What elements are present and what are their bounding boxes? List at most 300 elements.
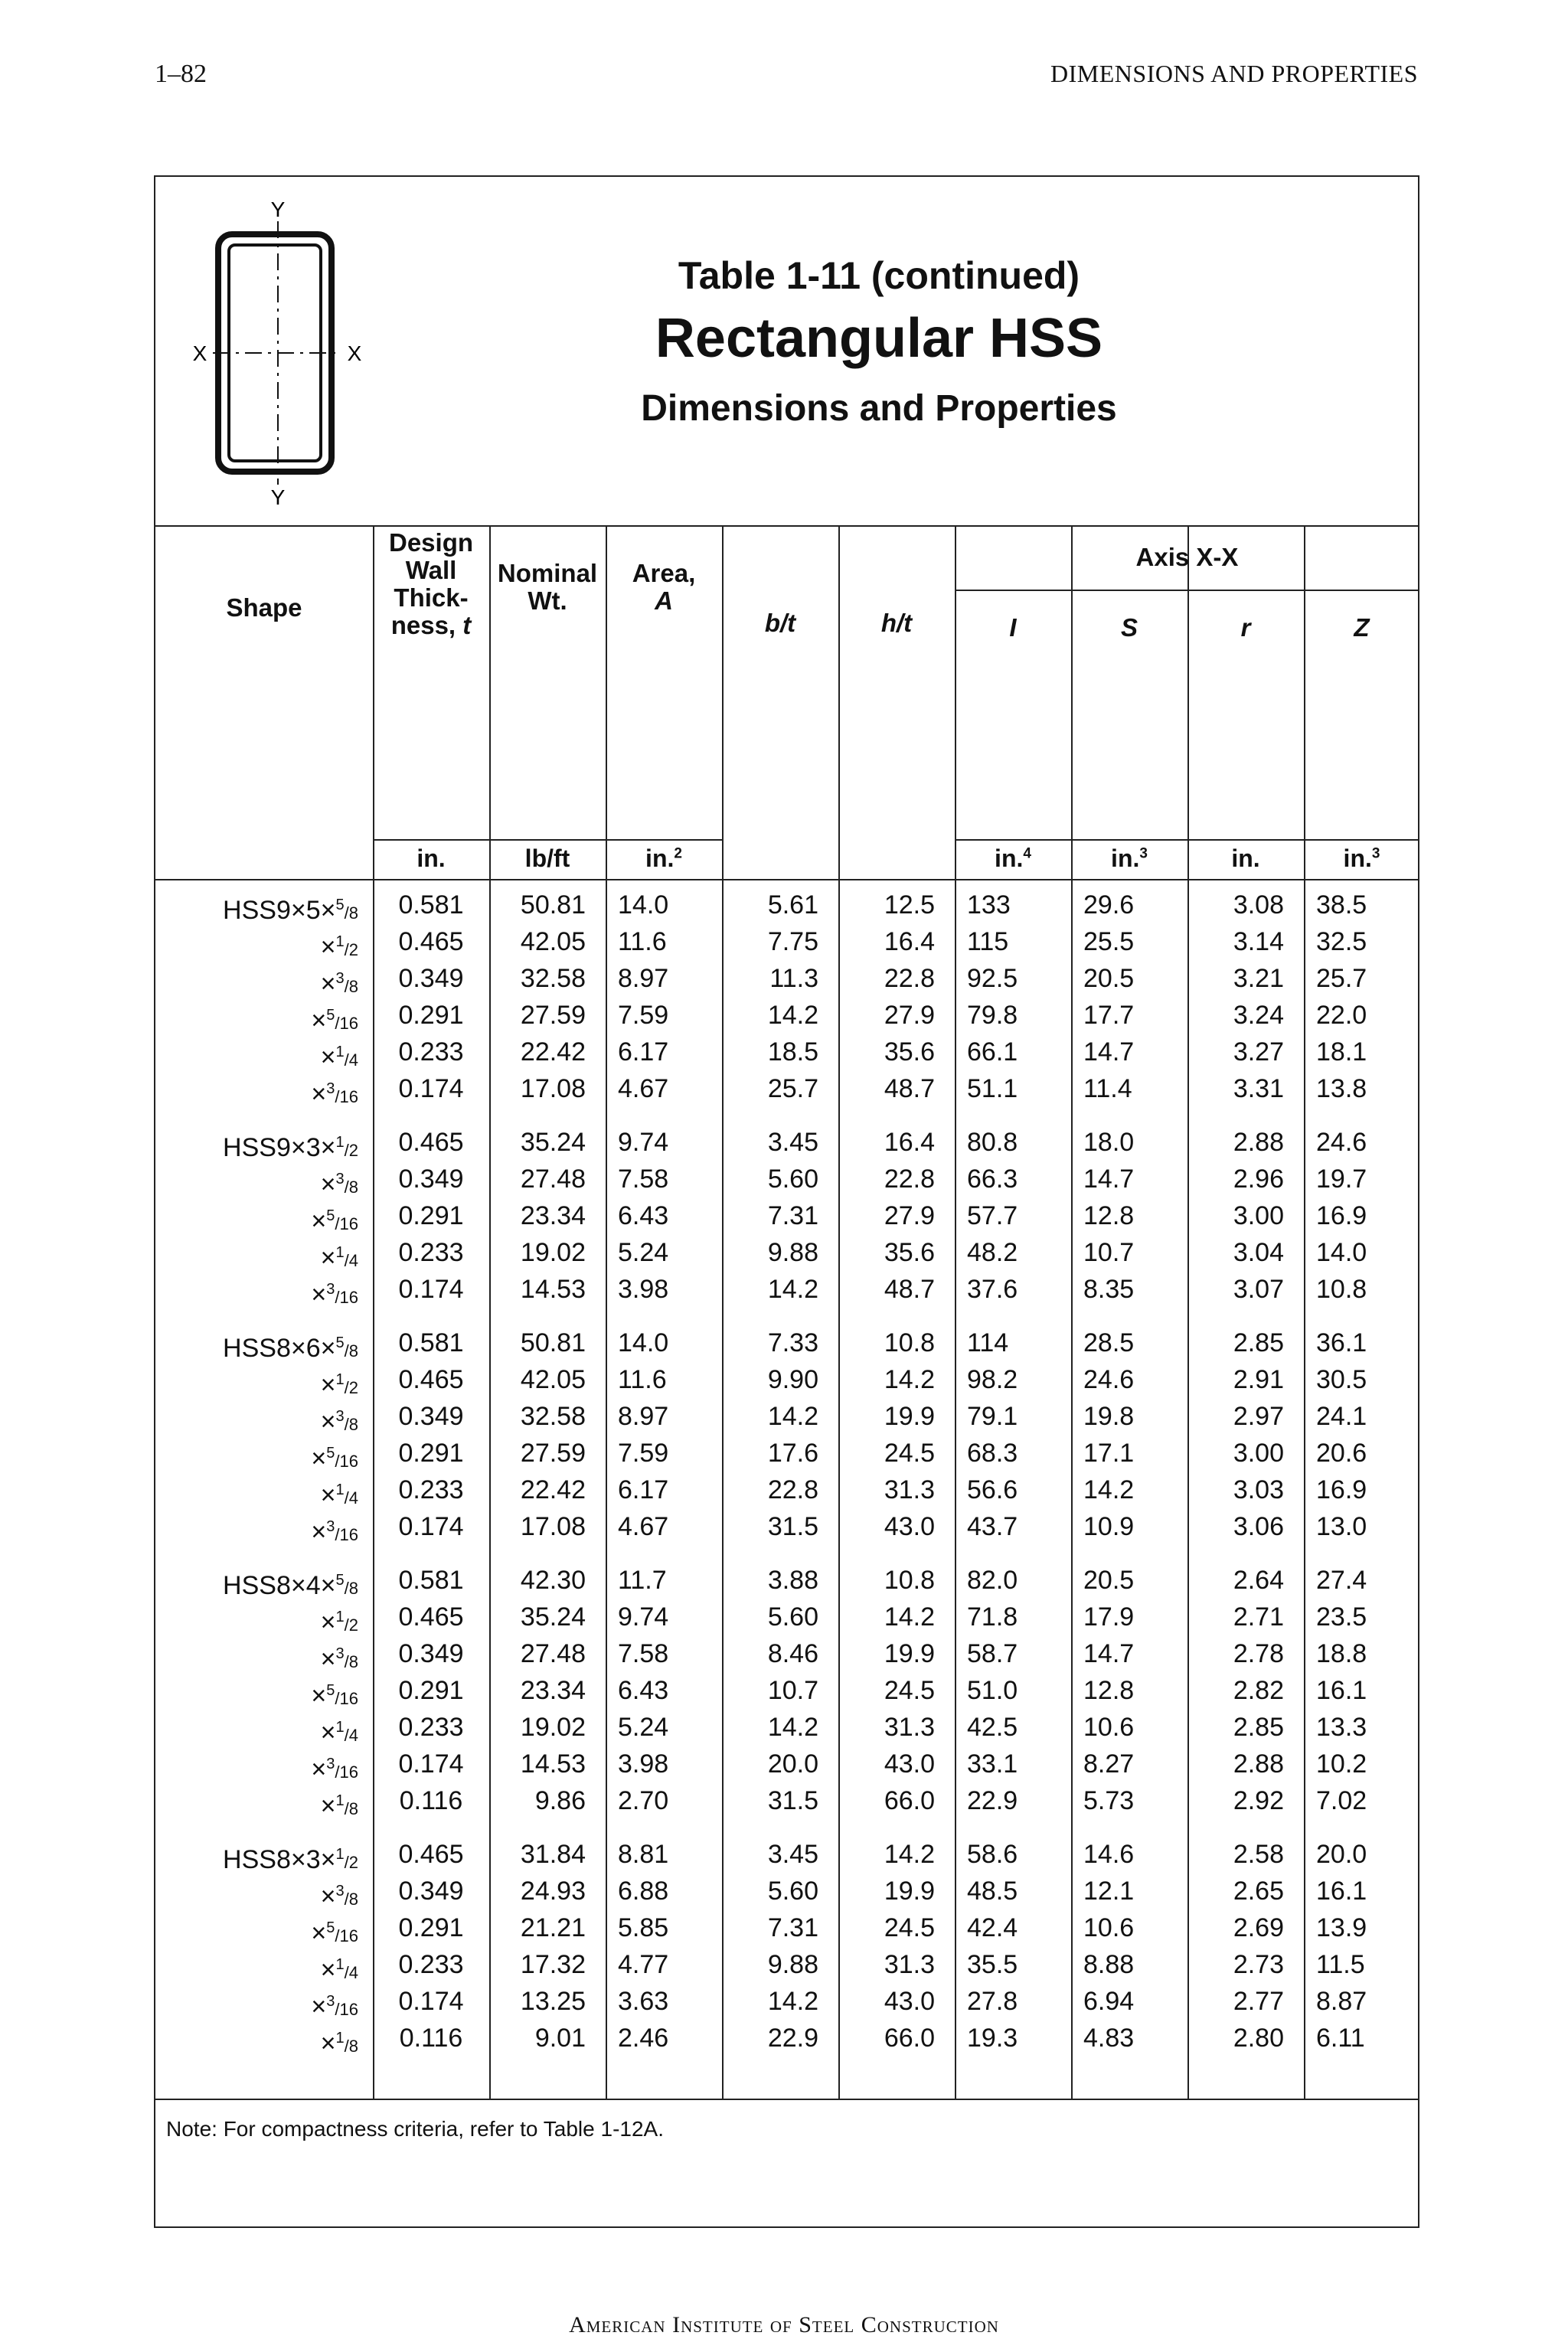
cell-t: 0.174 [398,1749,464,1779]
cell-ht: 24.5 [884,1676,935,1705]
table-row [155,1672,1418,1709]
cell-ht: 31.3 [884,1950,935,1979]
cell-S: 17.7 [1083,1001,1135,1030]
table-row [155,1599,1418,1635]
table-row [155,1325,1418,1361]
cell-area: 14.0 [618,1328,669,1357]
cell-ht: 66.0 [884,1786,935,1815]
cell-area: 6.17 [618,1475,669,1504]
header-bt: b/t [764,609,796,637]
cell-t: 0.349 [398,1877,464,1906]
shape-designation: ×$^5$/16 [311,1006,358,1035]
header-nominal-wt: Nominal Wt. [497,559,598,615]
cell-area: 6.43 [618,1201,669,1230]
cell-I: 68.3 [967,1439,1018,1468]
cell-wt: 50.81 [520,1328,586,1357]
cell-S: 24.6 [1083,1365,1135,1394]
cell-S: 17.9 [1083,1602,1135,1632]
cell-I: 43.7 [967,1512,1018,1541]
cell-S: 12.1 [1083,1877,1135,1906]
cell-bt: 9.90 [767,1365,818,1394]
cell-area: 7.58 [618,1639,669,1668]
properties-table [155,525,1418,2099]
cell-wt: 42.05 [520,1365,586,1394]
cell-wt: 23.34 [520,1676,586,1705]
cell-Z: 22.0 [1316,1001,1367,1030]
shape-designation: ×$^3$/16 [311,1280,358,1309]
cell-wt: 24.93 [520,1877,586,1906]
table-row [155,887,1418,923]
cell-bt: 14.2 [767,1001,818,1030]
cell-bt: 7.31 [767,1913,818,1942]
shape-designation: ×$^1$/2 [320,1608,358,1637]
cell-r: 2.96 [1233,1165,1284,1194]
cell-Z: 36.1 [1316,1328,1367,1357]
table-title: Rectangular HSS [655,308,1103,369]
header-I: I [1009,613,1017,642]
cell-ht: 14.2 [884,1840,935,1869]
cell-area: 4.67 [618,1512,669,1541]
cell-bt: 5.60 [767,1165,818,1194]
table-row [155,997,1418,1034]
cell-I: 33.1 [967,1749,1018,1779]
cell-S: 4.83 [1083,2024,1135,2053]
cell-bt: 14.2 [767,1713,818,1742]
cell-S: 20.5 [1083,964,1135,993]
table-row [155,1398,1418,1435]
cell-bt: 14.2 [767,1402,818,1431]
cell-ht: 22.8 [884,1165,935,1194]
cell-I: 42.5 [967,1713,1018,1742]
cell-ht: 10.8 [884,1328,935,1357]
cell-I: 58.7 [967,1639,1018,1668]
shape-designation: ×$^1$/4 [320,1043,358,1072]
cell-I: 56.6 [967,1475,1018,1504]
cell-S: 6.94 [1083,1987,1135,2016]
cell-wt: 9.01 [534,2024,586,2053]
cell-r: 3.21 [1233,964,1284,993]
table-row [155,1197,1418,1234]
cell-ht: 14.2 [884,1365,935,1394]
diagram-y-bottom-label: Y [270,485,286,506]
cell-bt: 5.60 [767,1602,818,1632]
cell-t: 0.233 [398,1713,464,1742]
shape-designation: ×$^1$/4 [320,1718,358,1747]
table-row [155,1161,1418,1197]
table-row [155,1361,1418,1398]
cell-r: 3.07 [1233,1275,1284,1304]
cell-bt: 3.88 [767,1566,818,1595]
table-row [155,2020,1418,2056]
cell-area: 8.81 [618,1840,669,1869]
cell-wt: 35.24 [520,1128,586,1157]
table-row [155,1635,1418,1672]
cell-bt: 17.6 [767,1439,818,1468]
cell-S: 29.6 [1083,890,1135,920]
cell-Z: 16.1 [1316,1877,1367,1906]
cell-area: 6.88 [618,1877,669,1906]
unit-area: in.$^2$ [645,844,682,872]
diagram-x-left-label: X [192,341,207,365]
cell-wt: 35.24 [520,1602,586,1632]
shape-designation: ×$^1$/8 [320,2029,358,2058]
cell-I: 114 [967,1328,1009,1357]
cell-r: 3.14 [1233,927,1284,956]
cell-area: 5.24 [618,1238,669,1267]
cell-I: 66.3 [967,1165,1018,1194]
cell-area: 7.59 [618,1439,669,1468]
cell-Z: 10.8 [1316,1275,1367,1304]
cell-area: 7.58 [618,1165,669,1194]
cell-I: 51.1 [967,1074,1018,1103]
shape-designation: ×$^3$/8 [320,1645,358,1674]
cell-S: 8.35 [1083,1275,1135,1304]
cell-S: 10.6 [1083,1913,1135,1942]
table-note: Note: For compactness criteria, refer to Table 1-12A. [166,2117,664,2141]
cell-S: 12.8 [1083,1201,1135,1230]
cell-t: 0.116 [399,1786,463,1815]
cell-S: 20.5 [1083,1566,1135,1595]
cell-r: 2.78 [1233,1639,1284,1668]
cell-area: 4.77 [618,1950,669,1979]
cell-t: 0.349 [398,1165,464,1194]
cell-t: 0.465 [398,927,464,956]
header-Z: Z [1354,613,1370,642]
cell-wt: 17.32 [520,1950,586,1979]
diagram-x-right-label: X [347,341,362,365]
shape-designation: ×$^3$/8 [320,1407,358,1436]
cell-wt: 42.05 [520,927,586,956]
cell-wt: 14.53 [520,1275,586,1304]
running-head: DIMENSIONS AND PROPERTIES [1050,60,1418,87]
cell-t: 0.465 [398,1602,464,1632]
cell-S: 14.7 [1083,1639,1135,1668]
cell-Z: 16.9 [1316,1475,1367,1504]
cell-bt: 20.0 [767,1749,818,1779]
page-number: 1–82 [155,60,207,88]
cell-wt: 31.84 [520,1840,586,1869]
cell-t: 0.349 [398,1639,464,1668]
cell-ht: 31.3 [884,1475,935,1504]
cell-t: 0.291 [398,1439,464,1468]
cell-wt: 17.08 [520,1512,586,1541]
cell-ht: 43.0 [884,1987,935,2016]
cell-r: 2.71 [1233,1602,1284,1632]
cell-r: 2.73 [1233,1950,1284,1979]
table-row [155,960,1418,997]
cell-area: 11.6 [618,1365,667,1394]
cell-Z: 16.9 [1316,1201,1367,1230]
cell-wt: 23.34 [520,1201,586,1230]
cell-S: 8.88 [1083,1950,1135,1979]
cell-r: 2.97 [1233,1402,1284,1431]
cell-ht: 66.0 [884,2024,935,2053]
cell-r: 2.77 [1233,1987,1284,2016]
shape-designation: ×$^5$/16 [311,1919,358,1948]
cell-ht: 43.0 [884,1512,935,1541]
cell-wt: 27.59 [520,1001,586,1030]
cell-Z: 13.8 [1316,1074,1367,1103]
cell-r: 3.08 [1233,890,1284,920]
cell-Z: 6.11 [1316,2024,1365,2053]
table-row [155,1472,1418,1508]
table-row [155,1709,1418,1746]
table-row [155,1508,1418,1545]
cell-S: 17.1 [1083,1439,1135,1468]
cell-bt: 31.5 [767,1512,818,1541]
cell-ht: 19.9 [884,1877,935,1906]
cell-Z: 19.7 [1316,1165,1367,1194]
cell-wt: 19.02 [520,1238,586,1267]
cell-Z: 7.02 [1316,1786,1367,1815]
cell-t: 0.116 [399,2024,463,2053]
shape-designation: ×$^1$/2 [320,933,358,962]
cell-t: 0.291 [398,1913,464,1942]
shape-designation: ×$^5$/16 [311,1207,358,1236]
cell-ht: 24.5 [884,1913,935,1942]
cell-ht: 10.8 [884,1566,935,1595]
table-row [155,1271,1418,1308]
cell-Z: 13.3 [1316,1713,1367,1742]
cell-ht: 27.9 [884,1001,935,1030]
cell-r: 2.65 [1233,1877,1284,1906]
cell-wt: 19.02 [520,1713,586,1742]
cell-t: 0.581 [398,890,464,920]
unit-t: in. [416,844,446,872]
cell-S: 10.7 [1083,1238,1135,1267]
cell-t: 0.174 [398,1074,464,1103]
table-row [155,1034,1418,1070]
table-row [155,923,1418,960]
shape-designation: ×$^3$/8 [320,1170,358,1199]
shape-designation: HSS8×6×$^5$/8 [223,1334,358,1363]
cell-r: 3.00 [1233,1439,1284,1468]
table-row [155,1070,1418,1107]
cell-bt: 25.7 [767,1074,818,1103]
cell-r: 3.24 [1233,1001,1284,1030]
cell-Z: 10.2 [1316,1749,1367,1779]
cell-wt: 17.08 [520,1074,586,1103]
cell-ht: 35.6 [884,1037,935,1067]
cell-r: 2.88 [1233,1128,1284,1157]
cell-I: 35.5 [967,1950,1018,1979]
cell-Z: 14.0 [1316,1238,1367,1267]
cell-Z: 18.8 [1316,1639,1367,1668]
cell-I: 42.4 [967,1913,1018,1942]
shape-designation: ×$^3$/8 [320,1882,358,1911]
cell-wt: 42.30 [520,1566,586,1595]
cell-bt: 10.7 [767,1676,818,1705]
cell-bt: 7.75 [767,927,818,956]
cell-I: 79.1 [967,1402,1018,1431]
shape-designation: ×$^1$/2 [320,1370,358,1400]
cell-r: 2.85 [1233,1713,1284,1742]
cell-wt: 27.48 [520,1639,586,1668]
table-title-block [155,177,1418,527]
table-subtitle: Dimensions and Properties [641,388,1117,429]
cell-wt: 13.25 [520,1987,586,2016]
cell-Z: 13.0 [1316,1512,1367,1541]
cell-t: 0.465 [398,1840,464,1869]
cell-I: 22.9 [967,1786,1018,1815]
cell-S: 12.8 [1083,1676,1135,1705]
table-row [155,1946,1418,1983]
cell-r: 2.64 [1233,1566,1284,1595]
cell-Z: 24.1 [1316,1402,1367,1431]
unit-r: in. [1231,844,1260,872]
cell-t: 0.174 [398,1512,464,1541]
shape-designation: ×$^3$/16 [311,1992,358,2021]
cell-t: 0.291 [398,1201,464,1230]
cell-bt: 7.31 [767,1201,818,1230]
cell-I: 82.0 [967,1566,1018,1595]
header-axis-xx: Axis X-X [1135,543,1239,571]
cell-bt: 14.2 [767,1987,818,2016]
cell-r: 3.03 [1233,1475,1284,1504]
cell-t: 0.349 [398,964,464,993]
header-S: S [1120,613,1138,642]
header-ht: h/t [880,609,913,637]
cell-r: 3.31 [1233,1074,1284,1103]
unit-Z: in.$^3$ [1343,844,1380,872]
cell-I: 133 [967,890,1011,920]
header-shape: Shape [226,593,302,622]
cell-wt: 27.59 [520,1439,586,1468]
cell-area: 8.97 [618,1402,669,1431]
cell-bt: 9.88 [767,1950,818,1979]
cell-r: 3.06 [1233,1512,1284,1541]
cell-bt: 22.8 [767,1475,818,1504]
cell-area: 14.0 [618,890,669,920]
cell-I: 80.8 [967,1128,1018,1157]
cell-Z: 24.6 [1316,1128,1367,1157]
table-row [155,1782,1418,1819]
cell-S: 5.73 [1083,1786,1135,1815]
unit-I: in.$^4$ [995,844,1031,872]
cell-I: 19.3 [967,2024,1018,2053]
cell-ht: 24.5 [884,1439,935,1468]
cell-r: 2.91 [1233,1365,1284,1394]
table-row [155,1234,1418,1271]
cell-area: 9.74 [618,1128,669,1157]
cell-bt: 11.3 [769,964,818,993]
unit-wt: lb/ft [524,844,570,872]
cell-Z: 18.1 [1316,1037,1367,1067]
cell-wt: 9.86 [534,1786,586,1815]
shape-designation: ×$^3$/8 [320,969,358,998]
cell-wt: 32.58 [520,1402,586,1431]
table-row [155,1983,1418,2020]
cell-ht: 31.3 [884,1713,935,1742]
cell-ht: 12.5 [884,890,935,920]
cell-S: 11.4 [1083,1074,1132,1103]
cell-Z: 30.5 [1316,1365,1367,1394]
cell-S: 19.8 [1083,1402,1135,1431]
cell-t: 0.233 [398,1950,464,1979]
table-row [155,1746,1418,1782]
cell-t: 0.465 [398,1365,464,1394]
cell-Z: 38.5 [1316,890,1367,920]
shape-designation: ×$^3$/16 [311,1755,358,1784]
cell-I: 37.6 [967,1275,1018,1304]
cell-r: 2.85 [1233,1328,1284,1357]
cell-wt: 14.53 [520,1749,586,1779]
cell-I: 98.2 [967,1365,1018,1394]
cell-area: 11.6 [618,927,667,956]
cell-S: 25.5 [1083,927,1135,956]
diagram-y-top-label: Y [270,200,286,221]
cell-Z: 13.9 [1316,1913,1367,1942]
cell-t: 0.349 [398,1402,464,1431]
table-row [155,1873,1418,1909]
shape-designation: HSS8×3×$^1$/2 [223,1845,358,1874]
table-row [155,1435,1418,1472]
publisher-footer: American Institute of Steel Construction [569,2312,999,2337]
cell-bt: 18.5 [767,1037,818,1067]
cell-I: 66.1 [967,1037,1018,1067]
cell-area: 3.98 [618,1275,669,1304]
cell-t: 0.174 [398,1987,464,2016]
cell-wt: 22.42 [520,1475,586,1504]
cell-r: 2.92 [1233,1786,1284,1815]
cell-t: 0.581 [398,1328,464,1357]
cell-ht: 35.6 [884,1238,935,1267]
cell-I: 51.0 [967,1676,1018,1705]
cell-t: 0.174 [398,1275,464,1304]
table-row [155,1562,1418,1599]
cell-ht: 16.4 [884,927,935,956]
cell-ht: 48.7 [884,1275,935,1304]
cell-r: 2.82 [1233,1676,1284,1705]
header-r: r [1240,613,1251,642]
shape-designation: ×$^3$/16 [311,1080,358,1109]
cell-area: 9.74 [618,1602,669,1632]
cell-area: 8.97 [618,964,669,993]
cell-area: 3.63 [618,1987,669,2016]
cell-r: 3.04 [1233,1238,1284,1267]
cell-ht: 16.4 [884,1128,935,1157]
cell-S: 14.6 [1083,1840,1135,1869]
cell-bt: 3.45 [767,1128,818,1157]
shape-designation: ×$^1$/4 [320,1955,358,1984]
cell-bt: 5.61 [767,890,818,920]
cell-t: 0.581 [398,1566,464,1595]
table-row [155,1836,1418,1873]
cell-area: 2.46 [618,2024,669,2053]
cell-area: 4.67 [618,1074,669,1103]
cell-r: 3.27 [1233,1037,1284,1067]
header-area: Area, A [632,559,696,615]
cell-t: 0.233 [398,1475,464,1504]
cell-t: 0.465 [398,1128,464,1157]
cell-ht: 22.8 [884,964,935,993]
cell-Z: 23.5 [1316,1602,1367,1632]
shape-designation: ×$^3$/16 [311,1517,358,1547]
shape-designation: ×$^1$/8 [320,1792,358,1821]
cell-area: 6.43 [618,1676,669,1705]
header-design-wall: Design Wall Thick- ness, t [388,528,474,639]
cell-I: 115 [967,927,1009,956]
unit-S: in.$^3$ [1111,844,1148,872]
cell-ht: 19.9 [884,1402,935,1431]
cell-ht: 43.0 [884,1749,935,1779]
cell-S: 14.7 [1083,1037,1135,1067]
shape-designation: HSS8×4×$^5$/8 [223,1571,358,1600]
shape-designation: HSS9×5×$^5$/8 [223,896,358,925]
cell-ht: 19.9 [884,1639,935,1668]
cell-bt: 8.46 [767,1639,818,1668]
table-frame [154,175,1419,2228]
